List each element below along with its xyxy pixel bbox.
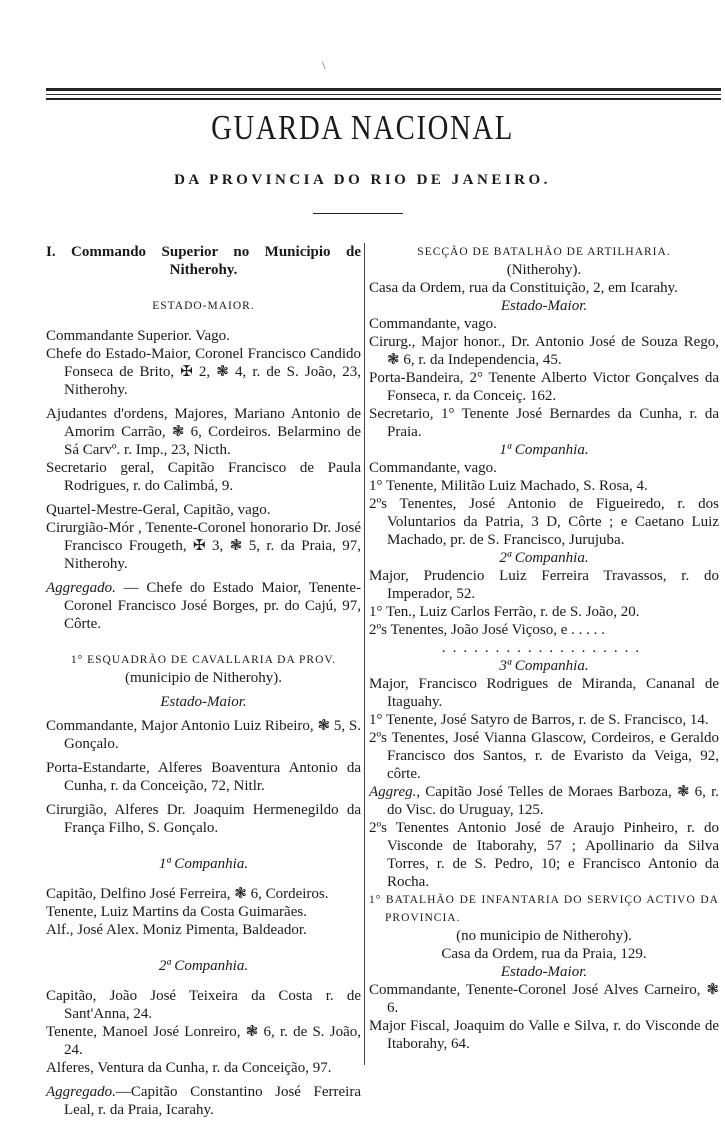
list-entry (369, 405, 719, 441)
entry-text: Secretario geral, Capitão Francisco de Paula Rodrigues, r. do Calimbá, 9. (46, 460, 361, 494)
entry-text: 2ºs Tenentes, José Vianna Glascow, Cordeiros, e Geraldo Francisco dos Santos, r. de Evaristo da Veiga, 92, côrte. (369, 730, 719, 782)
entry-text: ................... (441, 640, 647, 656)
subsection-heading (369, 297, 719, 315)
list-entry (46, 519, 361, 573)
entry-text: Alf., José Alex. Moniz Pimenta, Baldeador. (46, 922, 307, 938)
section-caps-heading (46, 297, 361, 315)
subsection-heading (369, 963, 719, 981)
subsection-heading (46, 855, 361, 873)
entry-text: Major, Prudencio Luiz Ferreira Travassos, r. do Imperador, 52. (369, 568, 719, 602)
list-entry (46, 759, 361, 795)
entry-text: Ajudantes d'ordens, Majores, Mariano Antonio de Amorim Carrão, ❃ 6, Cordeiros. Belarmino de Sá Carvº. r. Imp., 23, Nicth. (46, 406, 361, 458)
right-column (369, 243, 719, 1053)
list-entry (369, 711, 719, 729)
entry-text: Estado-Maior. (160, 694, 247, 710)
entry-text: Estado-Maior. (500, 298, 588, 314)
section-caps-heading (369, 891, 719, 927)
section-caps-heading (46, 651, 361, 669)
list-entry (46, 885, 361, 903)
entry-text: , Capitão José Telles de Moraes Barboza, ❃ 6, r. do Visc. do Uruguay, 125. (387, 784, 719, 818)
subsection-heading (369, 657, 719, 675)
entry-lead: Aggreg. (369, 784, 417, 800)
list-entry (369, 675, 719, 711)
list-entry (369, 783, 719, 819)
entry-text: 1ª Companhia. (158, 856, 249, 872)
list-entry (46, 579, 361, 633)
section-caps-heading (369, 243, 719, 261)
entry-text: 3ª Companhia. (499, 658, 589, 674)
centered-line (46, 669, 361, 687)
entry-text: Major Fiscal, Joaquim do Valle e Silva, r. do Visconde de Itaborahy, 64. (369, 1018, 719, 1052)
list-entry (369, 1017, 719, 1053)
entry-text: ESTADO-MAIOR. (152, 300, 255, 312)
entry-text: Secretario, 1° Tenente José Bernardes da Cunha, r. da Praia. (369, 406, 719, 440)
list-entry (369, 477, 719, 495)
entry-text: Casa da Ordem, rua da Constituição, 2, em Icarahy. (369, 280, 678, 296)
entry-text: Cirurgião, Alferes Dr. Joaquim Hermenegildo da França Filho, S. Gonçalo. (46, 802, 361, 836)
entry-text: Capitão, Delfino José Ferreira, ❃ 6, Cordeiros. (46, 886, 329, 902)
entry-text: Porta-Estandarte, Alferes Boaventura Antonio da Cunha, r. da Conceição, 72, Nitlr. (46, 760, 361, 794)
entry-text: Commandante, vago. (369, 316, 497, 332)
list-entry (46, 921, 361, 939)
stray-mark: \ (322, 58, 326, 72)
entry-text: (no municipio de Nitherohy). (456, 928, 632, 944)
list-entry (369, 567, 719, 603)
entry-text: Capitão, João José Teixeira da Costa r. de Sant'Anna, 24. (46, 988, 361, 1022)
entry-text: Porta-Bandeira, 2° Tenente Alberto Victor Gonçalves da Fonseca, r. da Conceiç. 162. (369, 370, 719, 404)
dot-leader (369, 639, 719, 657)
list-entry (369, 621, 719, 639)
top-rule-thin (46, 94, 721, 95)
entry-text: 1° BATALHÃO DE INFANTARIA DO SERVIÇO ACTIVO DA PROVINCIA. (369, 894, 719, 924)
entry-text: 1ª Companhia. (499, 442, 589, 458)
centered-line (369, 261, 719, 279)
list-entry (46, 1023, 361, 1059)
entry-lead: Aggregado. (46, 580, 116, 596)
list-entry (46, 1059, 361, 1077)
left-column (46, 243, 361, 1119)
entry-text: I. Commando Superior no Municipio de Nitherohy. (46, 244, 361, 278)
entry-text: 1° Tenente, Militão Luiz Machado, S. Rosa, 4. (369, 478, 648, 494)
entry-text: Chefe do Estado-Maior, Coronel Francisco Candido Fonseca de Brito, ✠ 2, ❃ 4, r. de S. João, 23, Nitherohy. (46, 346, 361, 398)
list-entry (46, 501, 361, 519)
list-entry (46, 717, 361, 753)
entry-text: Quartel-Mestre-Geral, Capitão, vago. (46, 502, 271, 518)
list-entry (369, 333, 719, 369)
subsection-heading (369, 441, 719, 459)
entry-text: Major, Francisco Rodrigues de Miranda, Cananal de Itaguahy. (369, 676, 719, 710)
list-entry (369, 279, 719, 297)
list-entry (369, 369, 719, 405)
entry-text: Cirurgião-Mór , Tenente-Coronel honorario Dr. José Francisco Frougeth, ✠ 3, ❃ 5, r. da Praia, 97, Nitherohy. (46, 520, 361, 572)
entry-lead: Aggregado. (46, 1084, 116, 1100)
entry-text: 1° Ten., Luiz Carlos Ferrão, r. de S. João, 20. (369, 604, 640, 620)
entry-text: Estado-Maior. (500, 964, 588, 980)
entry-text: Commandante Superior. Vago. (46, 328, 230, 344)
entry-text: Tenente, Manoel José Lonreiro, ❃ 6, r. de S. João, 24. (46, 1024, 361, 1058)
title-divider (313, 213, 403, 214)
list-entry (46, 405, 361, 459)
entry-text: — Chefe do Estado Maior, Tenente-Coronel Francisco José Borges, pr. do Cajú, 97, Côrte. (64, 580, 361, 632)
column-divider (364, 243, 365, 1065)
entry-text: 2ª Companhia. (158, 958, 249, 974)
list-entry (369, 603, 719, 621)
page-subtitle: DA PROVINCIA DO RIO DE JANEIRO. (174, 172, 551, 188)
list-entry (369, 981, 719, 1017)
list-entry (46, 459, 361, 495)
list-entry (369, 315, 719, 333)
entry-text: (municipio de Nitherohy). (124, 670, 283, 686)
entry-text: Commandante, Major Antonio Luiz Ribeiro, ❃ 5, S. Gonçalo. (46, 718, 361, 752)
entry-text: Tenente, Luiz Martins da Costa Guimarães. (46, 904, 307, 920)
subsection-heading (369, 549, 719, 567)
entry-text: 2ºs Tenentes, José Antonio de Figueiredo, r. dos Voluntarios da Patria, 3 D, Côrte ; e Caetano Luiz Machado, pr. de S. Francisco, Jurujuba. (369, 496, 719, 548)
list-entry (369, 729, 719, 783)
list-entry (369, 819, 719, 891)
entry-text: Casa da Ordem, rua da Praia, 129. (441, 946, 647, 962)
list-entry (46, 801, 361, 837)
entry-text: Alferes, Ventura da Cunha, r. da Conceição, 97. (46, 1060, 332, 1076)
entry-text: 2ºs Tenentes Antonio José de Araujo Pinheiro, r. do Visconde de Itaborahy, 57 ; Apollinario da Silva Torres, r. de S. Pedro, 10; e Francisco Antonio da Rocha. (369, 820, 719, 890)
entry-text: 2ª Companhia. (499, 550, 589, 566)
list-entry (46, 345, 361, 399)
list-entry (46, 1083, 361, 1119)
entry-text: 2ºs Tenentes, João José Viçoso, e . . . . . (369, 622, 605, 638)
entry-text: (Nitherohy). (506, 262, 582, 278)
entry-text: 1° ESQUADRÃO DE CAVALLARIA DA PROV. (70, 654, 337, 666)
entry-text: Cirurg., Major honor., Dr. Antonio José de Souza Rego, ❃ 6, r. da Independencia, 45. (369, 334, 719, 368)
centered-line (369, 945, 719, 963)
entry-text: 1° Tenente, José Satyro de Barros, r. de S. Francisco, 14. (369, 712, 709, 728)
subsection-heading (46, 957, 361, 975)
list-entry (369, 459, 719, 477)
list-entry (46, 903, 361, 921)
entry-text: SECÇÃO DE BATALHÃO DE ARTILHARIA. (417, 246, 671, 258)
entry-text: —Capitão Constantino José Ferreira Leal, r. da Praia, Icarahy. (64, 1084, 361, 1118)
subsection-heading (46, 693, 361, 711)
top-rule-thick-lower (46, 98, 721, 100)
entry-text: Commandante, Tenente-Coronel José Alves Carneiro, ❃ 6. (369, 982, 719, 1016)
section-heading (46, 243, 361, 279)
list-entry (46, 987, 361, 1023)
page-title: GUARDA NACIONAL (211, 108, 514, 147)
centered-line (369, 927, 719, 945)
entry-text: Commandante, vago. (369, 460, 497, 476)
list-entry (369, 495, 719, 549)
list-entry (46, 327, 361, 345)
top-rule-thick (46, 88, 721, 91)
